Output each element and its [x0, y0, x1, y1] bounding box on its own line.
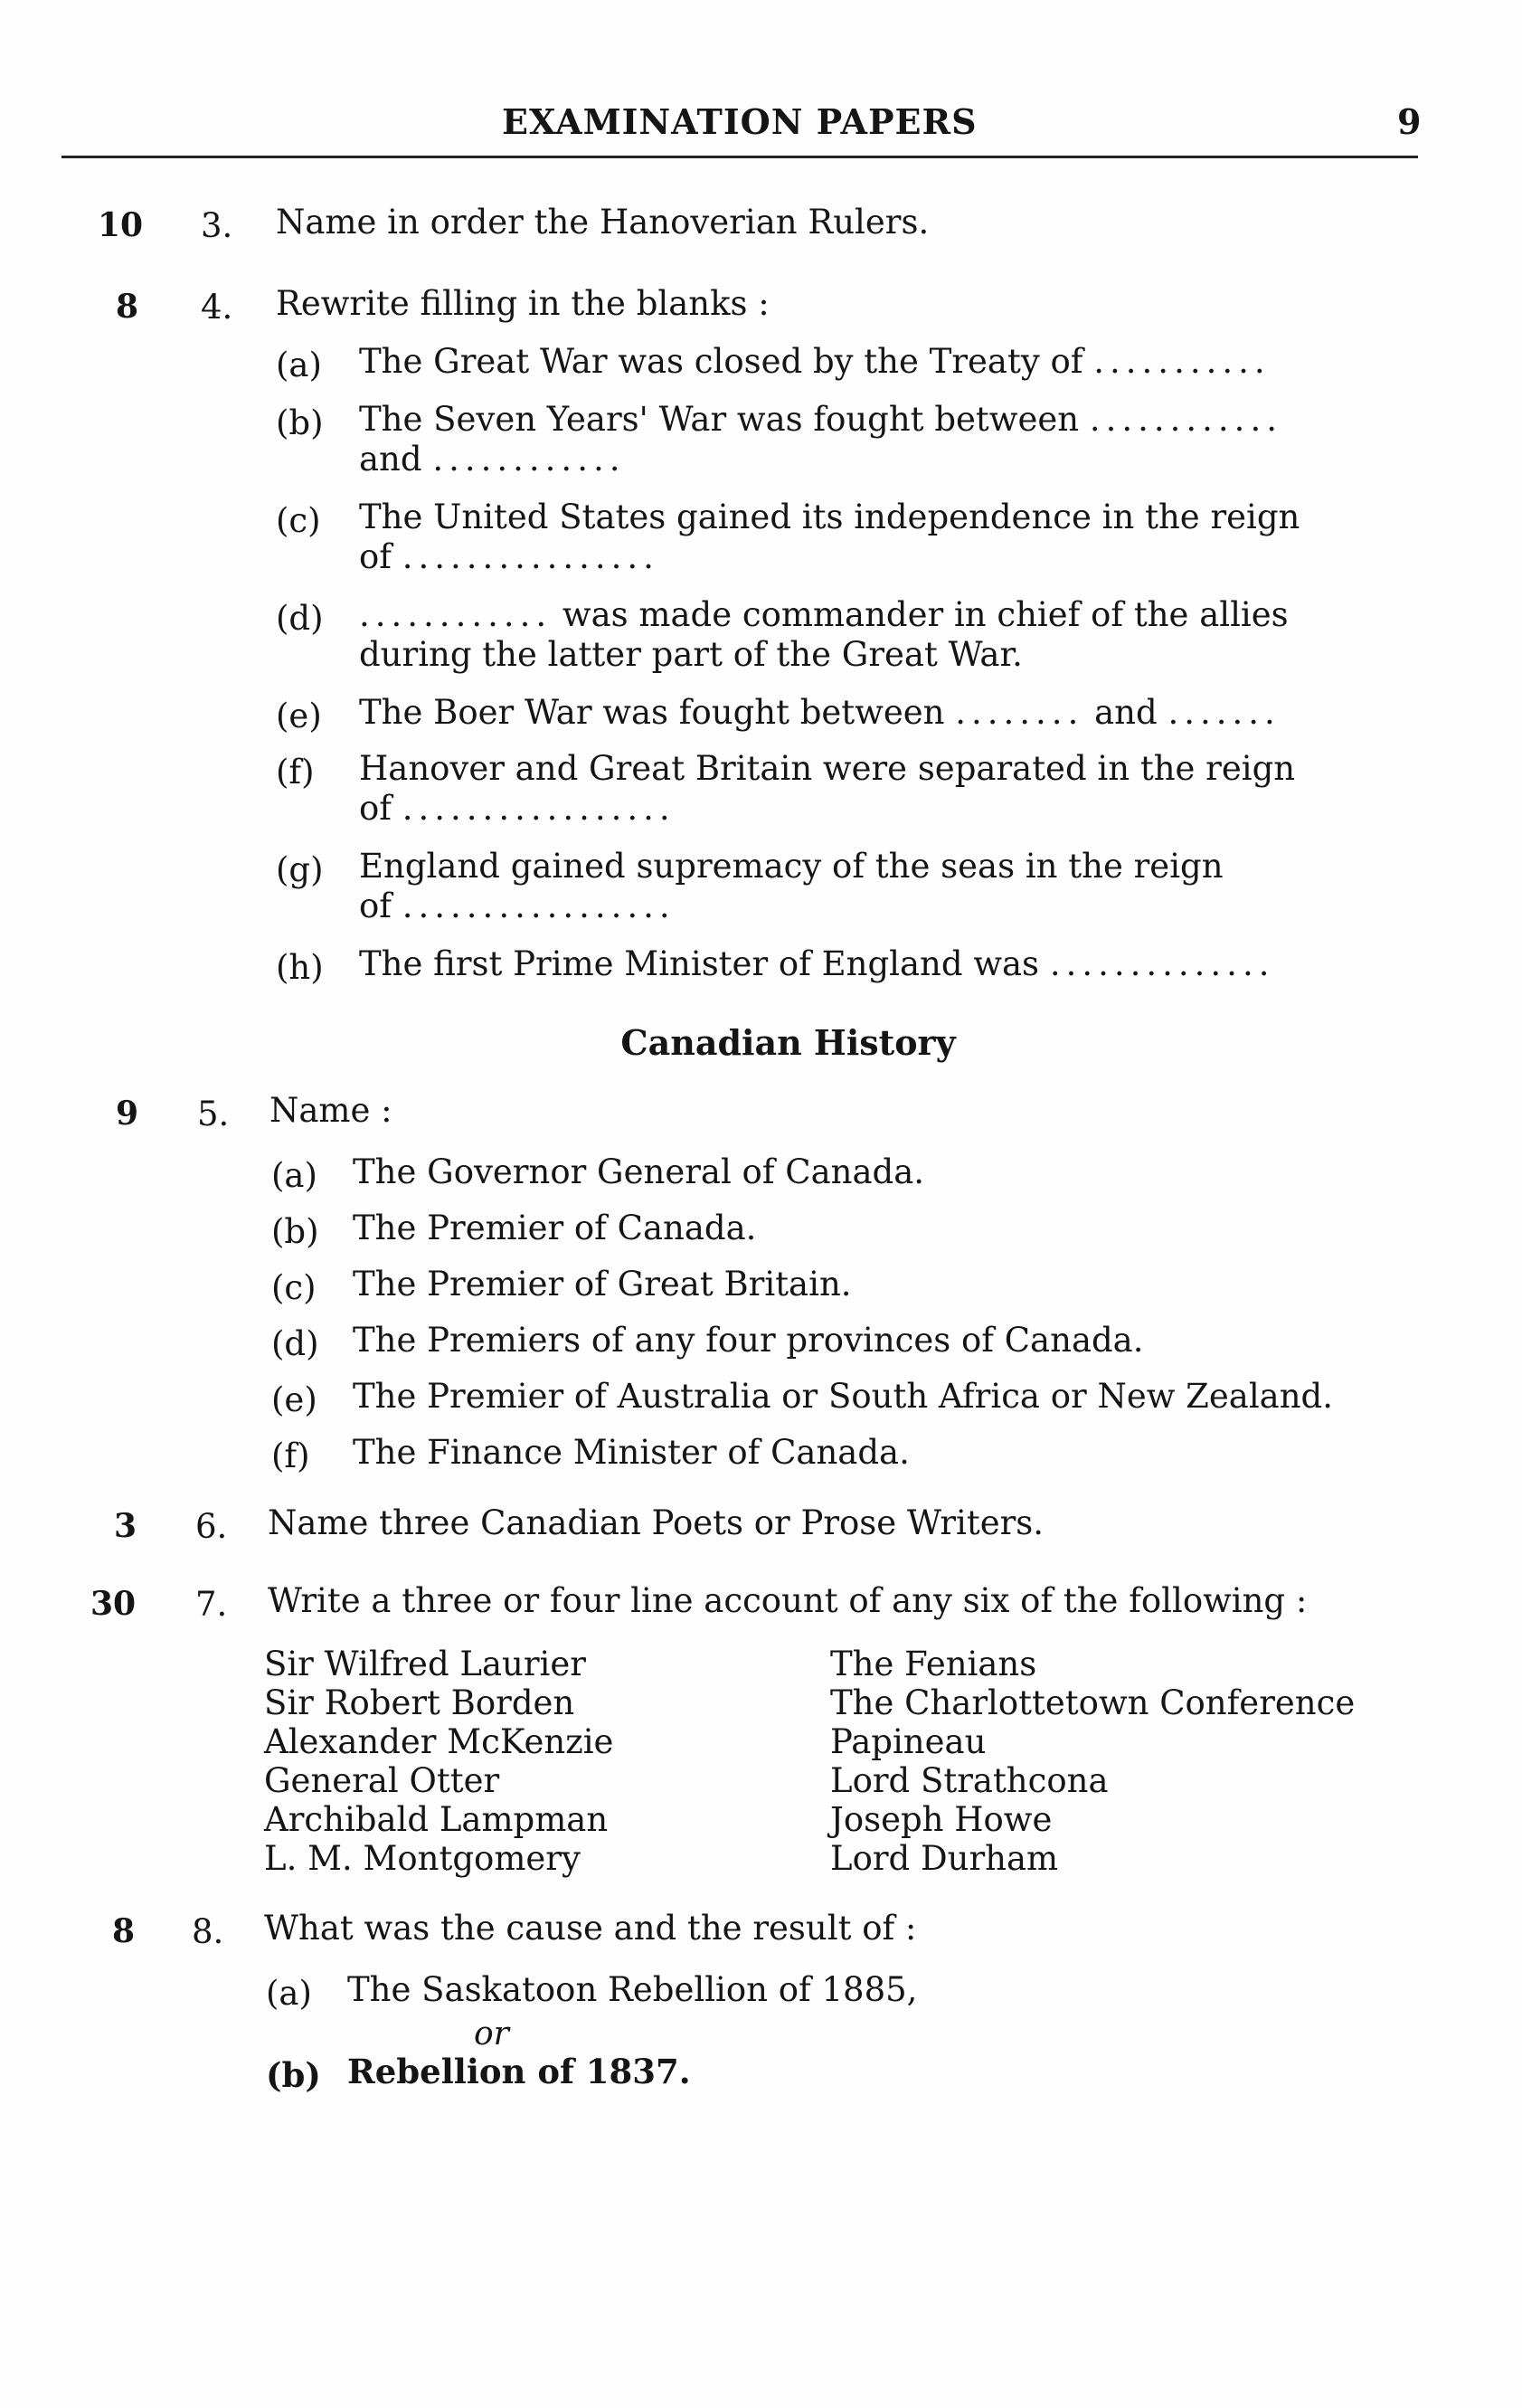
q8-item-b-label: (b): [266, 2055, 321, 2095]
running-header-title: EXAMINATION PAPERS: [502, 101, 978, 142]
q4-item-f-label: (f): [276, 753, 315, 792]
q4-item-h-text: The first Prime Minister of England was ..............: [359, 944, 1275, 983]
q4-mark: 8: [116, 288, 139, 326]
q4-item-b-label: (b): [276, 403, 324, 442]
list-item: The Fenians: [830, 1645, 1037, 1683]
q8-text: What was the cause and the result of :: [264, 1909, 917, 1948]
q5-number: 5.: [197, 1095, 230, 1133]
q4-item-c-line1: The United States gained its independence in the reign: [359, 498, 1300, 536]
q4-item-e-text: The Boer War was fought between ........ and .......: [359, 693, 1281, 732]
q4-text: Rewrite filling in the blanks :: [276, 284, 770, 323]
header-rule: [61, 156, 1418, 158]
q4-item-g-line1: England gained supremacy of the seas in the reign: [359, 847, 1224, 886]
q4-item-c-line2: of ................: [359, 537, 659, 576]
q4-item-d-line1: ............ was made commander in chief of the allies: [359, 595, 1289, 634]
q5-item-d-text: The Premiers of any four provinces of Canada.: [353, 1321, 1144, 1360]
q4-item-b-line1: The Seven Years' War was fought between ............: [359, 400, 1282, 439]
list-item: Lord Durham: [830, 1839, 1059, 1878]
q4-item-e-label: (e): [276, 697, 322, 735]
list-item: Sir Wilfred Laurier: [264, 1645, 586, 1683]
q5-item-a-label: (a): [271, 1156, 317, 1195]
section-heading: Canadian History: [620, 1022, 956, 1063]
q5-item-e-label: (e): [271, 1380, 317, 1419]
q7-mark: 30: [90, 1585, 137, 1623]
q5-item-d-label: (d): [271, 1324, 319, 1363]
q5-item-e-text: The Premier of Australia or South Africa or New Zealand.: [353, 1377, 1334, 1416]
list-item: Joseph Howe: [830, 1800, 1053, 1839]
q6-text: Name three Canadian Poets or Prose Writers.: [268, 1503, 1045, 1542]
q8-number: 8.: [192, 1912, 224, 1951]
q8-or: or: [474, 2015, 509, 2052]
q7-right-list: [830, 1645, 1355, 1878]
q5-item-c-label: (c): [271, 1268, 317, 1307]
q5-text: Name :: [269, 1091, 392, 1130]
list-item: The Charlottetown Conference: [830, 1683, 1356, 1722]
q4-item-g-line2: of .................: [359, 886, 676, 925]
q4-item-d-line2: during the latter part of the Great War.: [359, 635, 1023, 674]
q8-mark: 8: [112, 1912, 136, 1950]
q5-item-b-text: The Premier of Canada.: [353, 1209, 757, 1247]
q3-text: Name in order the Hanoverian Rulers.: [276, 203, 930, 242]
q4-number: 4.: [201, 288, 233, 327]
q6-mark: 3: [114, 1507, 137, 1545]
q3-number: 3.: [201, 206, 233, 245]
q6-number: 6.: [195, 1507, 228, 1546]
q8-item-a-label: (a): [266, 1974, 312, 2013]
q5-item-f-text: The Finance Minister of Canada.: [353, 1433, 910, 1472]
q8-item-a-text: The Saskatoon Rebellion of 1885,: [347, 1970, 918, 2009]
list-item: L. M. Montgomery: [264, 1839, 581, 1878]
q7-text: Write a three or four line account of any six of the following :: [268, 1581, 1308, 1620]
list-item: Alexander McKenzie: [264, 1722, 614, 1761]
q4-item-d-label: (d): [276, 599, 324, 638]
q5-item-c-text: The Premier of Great Britain.: [353, 1265, 852, 1304]
q4-item-f-line1: Hanover and Great Britain were separated in the reign: [359, 749, 1296, 788]
q4-item-c-label: (c): [276, 501, 321, 540]
q8-item-b-text: Rebellion of 1837.: [347, 2052, 691, 2091]
page-number: 9: [1397, 101, 1422, 142]
q4-item-b-line2: and ............: [359, 440, 626, 479]
q7-left-list: [264, 1645, 613, 1878]
q4-item-a-text: The Great War was closed by the Treaty of ...........: [359, 342, 1271, 381]
q4-item-a-label: (a): [276, 346, 322, 384]
list-item: Sir Robert Borden: [264, 1683, 575, 1722]
list-item: Papineau: [830, 1722, 987, 1761]
list-item: Archibald Lampman: [264, 1800, 609, 1839]
q5-mark: 9: [116, 1095, 139, 1133]
q7-number: 7.: [195, 1585, 228, 1624]
list-item: General Otter: [264, 1761, 500, 1800]
q4-item-h-label: (h): [276, 948, 324, 987]
q4-item-g-label: (g): [276, 850, 324, 889]
q5-item-b-label: (b): [271, 1212, 319, 1251]
q5-item-a-text: The Governor General of Canada.: [353, 1152, 925, 1191]
q5-item-f-label: (f): [271, 1436, 310, 1475]
q4-item-f-line2: of .................: [359, 789, 676, 828]
list-item: Lord Strathcona: [830, 1761, 1109, 1800]
q3-mark: 10: [98, 206, 144, 244]
